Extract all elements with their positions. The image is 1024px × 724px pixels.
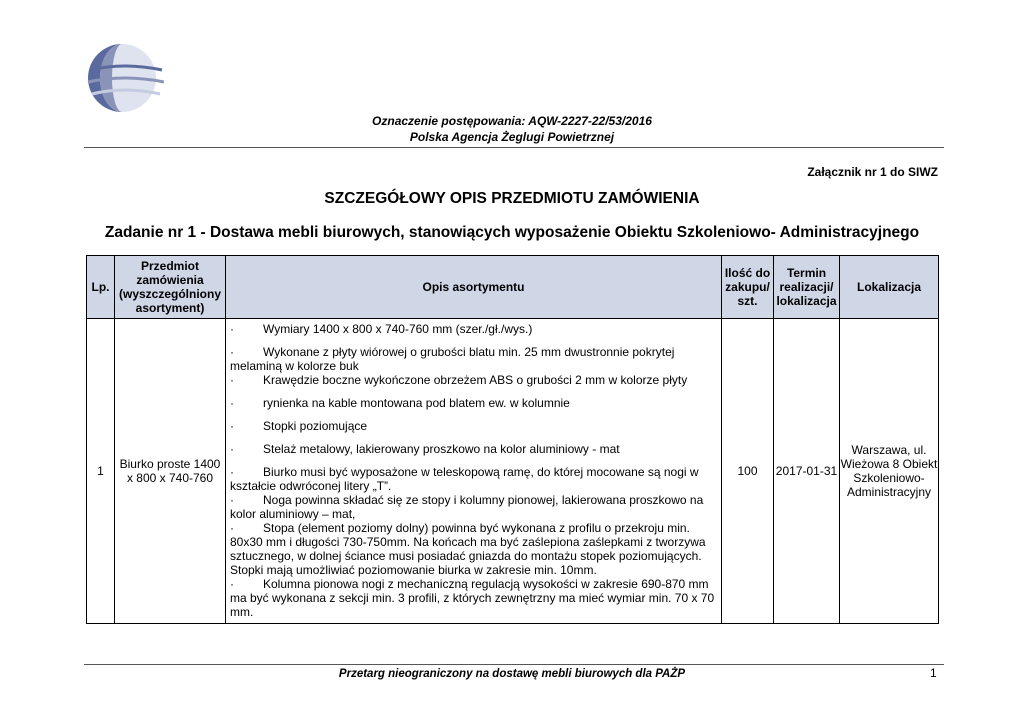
globe-logo-icon [84, 40, 164, 116]
spec-text: Kolumna pionowa nogi z mechaniczną regulacją wysokości w zakresie 690-870 mm ma być wykonana z sekcji min. 3 profili, z których zewnętrzny ma mieć wymiar min. 70 x 70 mm. [230, 577, 715, 619]
cell-quantity: 100 [722, 319, 774, 624]
header-description: Opis asortymentu [226, 256, 722, 319]
footer-divider [84, 664, 944, 665]
header-location: Lokalizacja [840, 256, 939, 319]
spec-item [230, 577, 717, 619]
bullet: · [230, 442, 234, 456]
spec-item [230, 322, 717, 345]
spec-text: Wykonane z płyty wiórowej o grubości blatu min. 25 mm dwustronnie pokrytej melaminą w kolorze buk [230, 345, 675, 373]
bullet: · [230, 322, 234, 336]
procedure-reference: Oznaczenie postępowania: AQW-2227-22/53/2016 [372, 114, 652, 128]
header-quantity: Ilość do zakupu/ szt. [722, 256, 774, 319]
bullet: · [230, 493, 234, 507]
footer-text: Przetarg nieograniczony na dostawę mebli biurowych dla PAŻP [338, 668, 686, 680]
annex-label: Załącznik nr 1 do SIWZ [807, 165, 938, 179]
spec-item [230, 345, 717, 373]
header-item: Przedmiot zamówienia (wyszczególniony asortyment) [115, 256, 226, 319]
spec-item [230, 396, 717, 419]
spec-text: rynienka na kable montowana pod blatem ew. w kolumnie [263, 396, 570, 410]
bullet: · [230, 521, 234, 535]
spec-text: Stopki poziomujące [263, 419, 368, 433]
header-divider [84, 147, 944, 148]
bullet: · [230, 465, 234, 479]
spec-text: Biurko musi być wyposażone w teleskopową ramę, do której mocowane są nogi w kształcie odwróconej litery „T”. [230, 465, 699, 493]
header-lp: Lp. [87, 256, 115, 319]
bullet: · [230, 345, 234, 359]
spec-item [230, 442, 717, 465]
cell-location: Warszawa, ul. Wieżowa 8 Obiekt Szkoleniowo- Administracyjny [840, 319, 939, 624]
document-title: SZCZEGÓŁOWY OPIS PRZEDMIOTU ZAMÓWIENIA [324, 190, 700, 207]
spec-text: Wymiary 1400 x 800 x 740-760 mm (szer./gł./wys.) [263, 322, 533, 336]
cell-description [226, 319, 722, 624]
spec-item [230, 493, 717, 521]
spec-item [230, 521, 717, 577]
cell-lp: 1 [87, 319, 115, 624]
bullet: · [230, 577, 234, 591]
cell-item: Biurko proste 1400 x 800 x 740-760 [115, 319, 226, 624]
cell-term: 2017-01-31 [774, 319, 840, 624]
bullet: · [230, 373, 234, 387]
spec-text: Noga powinna składać się ze stopy i kolumny pionowej, lakierowana proszkowo na kolor aluminiowy – mat, [230, 493, 704, 521]
table-row [87, 319, 939, 624]
spec-text: Stelaż metalowy, lakierowany proszkowo na kolor aluminiowy - mat [263, 442, 620, 456]
spec-text: Krawędzie boczne wykończone obrzeżem ABS o grubości 2 mm w kolorze płyty [263, 373, 688, 387]
agency-name: Polska Agencja Żeglugi Powietrznej [409, 130, 615, 144]
specification-table [86, 255, 939, 624]
bullet: · [230, 419, 234, 433]
spec-item [230, 465, 717, 493]
header-term: Termin realizacji/ lokalizacja [774, 256, 840, 319]
bullet: · [230, 396, 234, 410]
table-header-row [87, 256, 939, 319]
task-subtitle: Zadanie nr 1 - Dostawa mebli biurowych, stanowiących wyposażenie Obiektu Szkoleniowo- Administracyjnego [104, 224, 920, 241]
page-number: 1 [930, 666, 937, 680]
spec-text: Stopa (element poziomy dolny) powinna być wykonana z profilu o przekroju min. 80x30 mm i długości 730-750mm. Na końcach ma być zaślepiona zaślepkami z tworzywa sztucznego, w dolnej ściance musi posiadać gniazda do montażu stopek poziomujących. Stopki mają umożliwiać poziomowanie biurka w zakresie min. 10mm. [230, 521, 706, 577]
spec-item [230, 419, 717, 442]
spec-item [230, 373, 717, 396]
